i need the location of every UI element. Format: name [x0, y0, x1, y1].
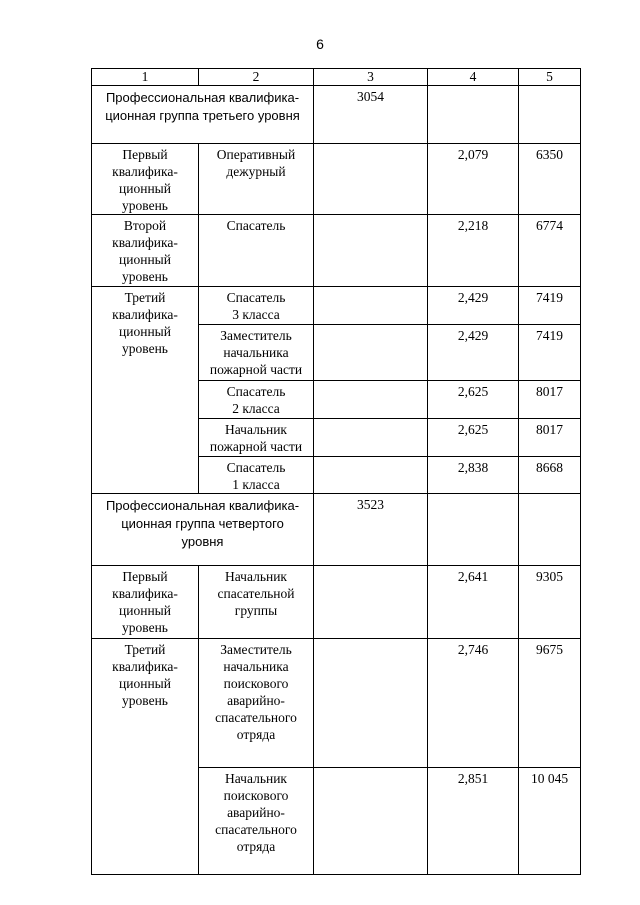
table-body: [92, 69, 581, 875]
empty-cell: [314, 419, 428, 457]
salary-value: 10 045: [519, 768, 581, 875]
cell-line: спасательной: [217, 586, 295, 601]
table-row: [92, 566, 581, 639]
coefficient-value: 2,079: [428, 144, 519, 215]
salary-value: 8668: [519, 457, 581, 494]
cell-line: Начальник: [224, 569, 287, 584]
position-name: [199, 287, 314, 325]
level-cell: [92, 287, 199, 494]
cell-line: Второй: [123, 218, 167, 233]
cell-line: Третий: [124, 290, 166, 305]
level-cell: [92, 215, 199, 287]
cell-line: квалифика-: [112, 164, 178, 179]
salary-value: 8017: [519, 419, 581, 457]
cell-line: Начальник: [224, 771, 287, 786]
cell-line: ционный: [119, 252, 171, 267]
salary-table: [91, 68, 581, 875]
group-title: [92, 494, 314, 566]
position-name: [199, 215, 314, 287]
group-base-value: 3523: [314, 494, 428, 566]
empty-cell: [428, 494, 519, 566]
coefficient-value: 2,625: [428, 381, 519, 419]
cell-line: уровень: [122, 341, 168, 356]
coefficient-value: 2,641: [428, 566, 519, 639]
empty-cell: [519, 494, 581, 566]
cell-line: уровень: [122, 198, 168, 213]
salary-value: 7419: [519, 325, 581, 381]
empty-cell: [314, 457, 428, 494]
cell-line: Заместитель: [220, 328, 292, 343]
salary-value: 6350: [519, 144, 581, 215]
cell-line: Спасатель: [226, 384, 286, 399]
level-cell: [92, 566, 199, 639]
cell-line: спасательного: [215, 822, 297, 837]
cell-line: отряда: [236, 727, 276, 742]
cell-line: квалифика-: [112, 307, 178, 322]
cell-line: Первый: [122, 147, 168, 162]
empty-cell: [519, 86, 581, 144]
group-title: [92, 86, 314, 144]
position-name: [199, 381, 314, 419]
cell-line: Спасатель: [226, 290, 286, 305]
coefficient-value: 2,218: [428, 215, 519, 287]
coefficient-value: 2,746: [428, 639, 519, 768]
empty-cell: [314, 144, 428, 215]
cell-line: ционная группа четвертого: [121, 516, 284, 531]
cell-line: 2 класса: [232, 401, 280, 416]
cell-line: 1 класса: [232, 477, 280, 492]
cell-line: пожарной части: [209, 362, 303, 377]
position-name: [199, 639, 314, 768]
header-row: [92, 69, 581, 86]
cell-line: Начальник: [224, 422, 287, 437]
cell-line: ционная группа третьего уровня: [105, 108, 300, 123]
cell-line: Спасатель: [226, 460, 286, 475]
position-name: [199, 144, 314, 215]
cell-line: уровень: [122, 693, 168, 708]
header-cell: 2: [199, 69, 314, 86]
position-name: [199, 566, 314, 639]
empty-cell: [314, 768, 428, 875]
cell-line: аварийно-: [227, 805, 285, 820]
cell-line: дежурный: [226, 164, 286, 179]
cell-line: Профессиональная квалифика-: [105, 498, 300, 513]
empty-cell: [314, 325, 428, 381]
table-row: [92, 287, 581, 325]
cell-line: Заместитель: [220, 642, 292, 657]
cell-line: квалифика-: [112, 235, 178, 250]
coefficient-value: 2,625: [428, 419, 519, 457]
group-row: [92, 86, 581, 144]
salary-value: 9305: [519, 566, 581, 639]
table-row: [92, 215, 581, 287]
empty-cell: [314, 215, 428, 287]
cell-line: начальника: [223, 345, 289, 360]
cell-line: квалифика-: [112, 659, 178, 674]
cell-line: начальника: [223, 659, 289, 674]
coefficient-value: 2,429: [428, 325, 519, 381]
cell-line: аварийно-: [227, 693, 285, 708]
position-name: [199, 768, 314, 875]
cell-line: группы: [234, 603, 278, 618]
level-cell: [92, 639, 199, 875]
empty-cell: [314, 639, 428, 768]
empty-cell: [314, 381, 428, 419]
position-name: [199, 325, 314, 381]
salary-value: 8017: [519, 381, 581, 419]
position-name: [199, 419, 314, 457]
level-cell: [92, 144, 199, 215]
cell-line: 3 класса: [232, 307, 280, 322]
cell-line: ционный: [119, 324, 171, 339]
coefficient-value: 2,851: [428, 768, 519, 875]
cell-line: пожарной части: [209, 439, 303, 454]
header-cell: 1: [92, 69, 199, 86]
coefficient-value: 2,838: [428, 457, 519, 494]
cell-line: Первый: [122, 569, 168, 584]
cell-line: Профессиональная квалифика-: [105, 90, 300, 105]
header-cell: 4: [428, 69, 519, 86]
cell-line: ционный: [119, 181, 171, 196]
header-cell: 5: [519, 69, 581, 86]
table-row: [92, 144, 581, 215]
position-name: [199, 457, 314, 494]
cell-line: отряда: [236, 839, 276, 854]
cell-line: квалифика-: [112, 586, 178, 601]
cell-line: ционный: [119, 603, 171, 618]
group-base-value: 3054: [314, 86, 428, 144]
group-row: [92, 494, 581, 566]
cell-line: уровня: [181, 534, 224, 549]
page-number: 6: [316, 36, 324, 52]
salary-value: 6774: [519, 215, 581, 287]
empty-cell: [428, 86, 519, 144]
coefficient-value: 2,429: [428, 287, 519, 325]
cell-line: поискового: [223, 788, 289, 803]
cell-line: уровень: [122, 269, 168, 284]
header-cell: 3: [314, 69, 428, 86]
cell-line: Третий: [124, 642, 166, 657]
cell-line: ционный: [119, 676, 171, 691]
cell-line: спасательного: [215, 710, 297, 725]
salary-value: 7419: [519, 287, 581, 325]
cell-line: Спасатель: [226, 218, 286, 233]
cell-line: уровень: [122, 620, 168, 635]
empty-cell: [314, 287, 428, 325]
empty-cell: [314, 566, 428, 639]
table-row: [92, 639, 581, 768]
salary-value: 9675: [519, 639, 581, 768]
cell-line: Оперативный: [216, 147, 296, 162]
cell-line: поискового: [223, 676, 289, 691]
